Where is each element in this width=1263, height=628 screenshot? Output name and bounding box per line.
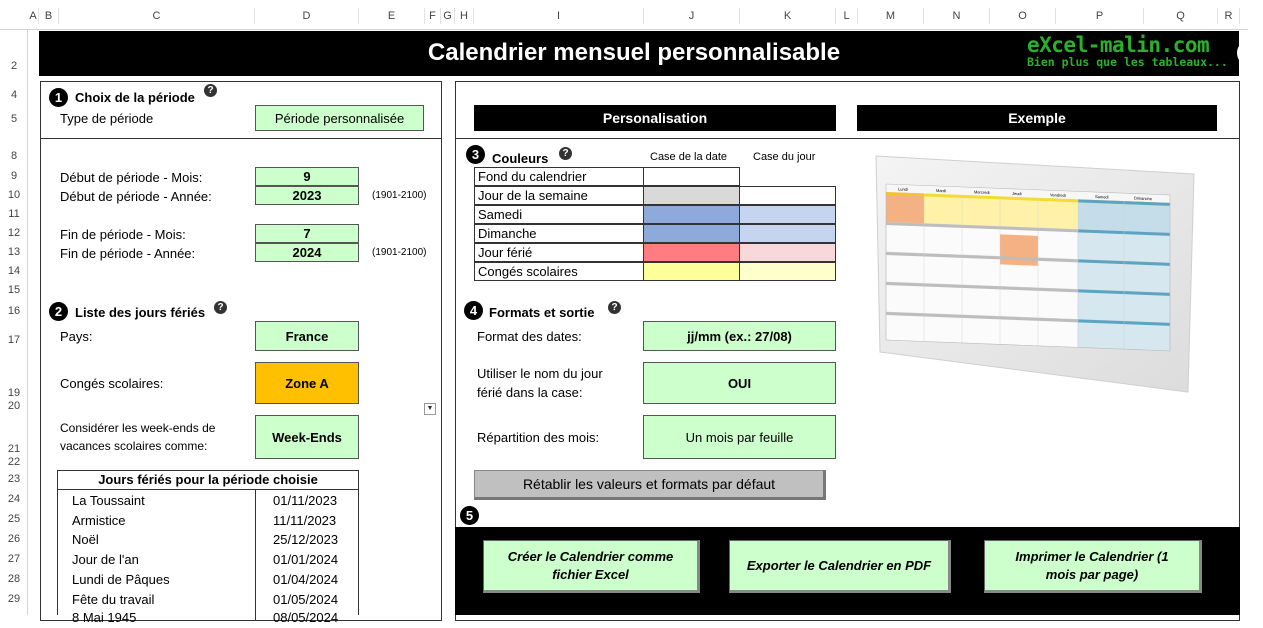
day-color-swatch[interactable] (739, 262, 836, 281)
col-header[interactable]: I (474, 8, 644, 24)
row-header[interactable]: 16 (7, 305, 21, 317)
row-header[interactable]: 2 (10, 60, 18, 72)
day-color-swatch[interactable] (739, 224, 836, 243)
date-format-label: Format des dates: (477, 329, 582, 344)
holiday-date: 25/12/2023 (273, 532, 339, 547)
end-year-label: Fin de période - Année: (60, 246, 196, 261)
col-header[interactable]: O (990, 8, 1056, 24)
date-format-select[interactable]: jj/mm (ex.: 27/08) (643, 321, 836, 351)
holiday-name: Armistice (72, 513, 126, 528)
table-row (58, 608, 358, 628)
row-header[interactable]: 29 (7, 593, 21, 605)
section-number: 4 (464, 301, 483, 320)
row-header[interactable]: 4 (10, 89, 18, 101)
row-header[interactable]: 9 (10, 170, 18, 182)
col-header[interactable]: L (836, 8, 858, 24)
date-color-swatch[interactable] (643, 262, 740, 281)
row-header[interactable]: 13 (7, 246, 21, 258)
section-title: Couleurs (492, 151, 549, 166)
holiday-date: 08/05/2024 (273, 610, 339, 625)
day-color-swatch[interactable] (739, 186, 836, 205)
row-header[interactable]: 12 (7, 227, 21, 239)
section-title: Liste des jours fériés (75, 305, 206, 320)
day-name: Mercredi (974, 189, 990, 195)
col-header[interactable]: G (441, 8, 455, 24)
holiday-date: 01/05/2024 (273, 592, 339, 607)
example-header: Exemple (857, 105, 1217, 131)
color-row-label: Congés scolaires (474, 262, 644, 281)
country-select[interactable]: France (255, 321, 359, 351)
page-title: Calendrier mensuel personnalisable (427, 39, 841, 66)
divider (455, 138, 1240, 139)
brand-tagline: Bien plus que les tableaux... (1027, 55, 1228, 69)
col-header[interactable]: D (255, 8, 359, 24)
start-year-label: Début de période - Année: (60, 189, 212, 204)
color-row-label: Dimanche (474, 224, 644, 243)
table-row (58, 590, 358, 610)
dropdown-arrow-icon[interactable]: ▼ (424, 403, 436, 415)
row-header[interactable]: 25 (7, 513, 21, 525)
day-name: Mardi (936, 187, 947, 194)
weekend-select[interactable]: Week-Ends (255, 415, 359, 459)
holidays-table-title: Jours fériés pour la période choisie (58, 471, 358, 490)
period-type-select[interactable]: Période personnalisée (255, 105, 424, 131)
year-range-hint: (1901-2100) (372, 190, 427, 201)
table-row (58, 550, 358, 570)
weekend-label: vacances scolaires comme: (60, 439, 208, 453)
col-header[interactable]: A (28, 8, 39, 24)
day-color-swatch[interactable] (739, 205, 836, 224)
reset-defaults-button[interactable]: Rétablir les valeurs et formats par défaut (474, 470, 826, 500)
split-label: Répartition des mois: (477, 430, 600, 445)
row-header[interactable]: 17 (7, 334, 21, 346)
school-zone-select[interactable]: Zone A (255, 362, 359, 404)
holiday-name-label: férié dans la case: (477, 385, 583, 400)
table-row (58, 511, 358, 531)
row-header[interactable]: 28 (7, 573, 21, 585)
col-header[interactable]: B (39, 8, 59, 24)
section-title: Formats et sortie (489, 305, 595, 320)
color-row-label: Samedi (474, 205, 644, 224)
country-label: Pays: (60, 329, 93, 344)
brand-logo[interactable]: eXcel-malin.com (1027, 33, 1210, 57)
end-year-input[interactable]: 2024 (255, 243, 359, 262)
school-holidays-label: Congés scolaires: (60, 376, 164, 391)
holiday-date: 01/01/2024 (273, 552, 339, 567)
row-header[interactable]: 23 (7, 473, 21, 485)
table-row (58, 530, 358, 550)
day-name: Lundi (898, 186, 908, 192)
column-headers (0, 0, 1248, 30)
row-header[interactable]: 27 (7, 553, 21, 565)
col-header[interactable]: J (644, 8, 740, 24)
example-calendar-image (876, 156, 1196, 392)
help-icon[interactable]: ? (608, 301, 621, 314)
row-header[interactable]: 11 (8, 208, 20, 220)
date-color-swatch[interactable] (643, 243, 740, 262)
personalisation-header: Personalisation (474, 105, 836, 131)
col-header[interactable]: E (359, 8, 425, 24)
divider (40, 138, 442, 139)
day-name: Vendredi (1050, 192, 1066, 198)
holiday-date: 01/04/2024 (273, 572, 339, 587)
export-pdf-button[interactable]: Exporter le Calendrier en PDF (729, 540, 951, 593)
holiday-name: Lundi de Pâques (72, 572, 170, 587)
holiday-name: 8 Mai 1945 (72, 610, 137, 625)
col-header[interactable]: P (1056, 8, 1144, 24)
row-header[interactable]: 24 (7, 493, 21, 505)
holiday-name: La Toussaint (72, 493, 145, 508)
help-icon[interactable]: ? (204, 84, 217, 97)
end-month-input[interactable]: 7 (255, 224, 359, 243)
section-number: 5 (460, 506, 479, 525)
holiday-name: Fête du travail (72, 592, 155, 607)
color-row-label: Jour férié (474, 243, 644, 262)
create-excel-button[interactable]: Créer le Calendrier comme fichier Excel (483, 540, 700, 593)
holidays-table (57, 470, 359, 625)
row-headers (0, 30, 28, 615)
holiday-name: Jour de l'an (72, 552, 139, 567)
split-select[interactable]: Un mois par feuille (643, 415, 836, 459)
section-number: 3 (466, 145, 485, 164)
date-color-swatch[interactable] (643, 186, 740, 205)
row-header[interactable]: 10 (7, 189, 21, 201)
color-row-label: Jour de la semaine (474, 186, 644, 205)
section-title: Choix de la période (75, 90, 195, 105)
help-icon[interactable]: ? (214, 301, 227, 314)
day-name: Samedi (1095, 194, 1109, 200)
holiday-name: Noël (72, 532, 99, 547)
col-header[interactable]: C (59, 8, 255, 24)
col-header[interactable]: H (455, 8, 474, 24)
row-header[interactable]: 21 (7, 443, 21, 455)
column-header-day: Case du jour (753, 151, 816, 163)
date-color-swatch[interactable] (643, 205, 740, 224)
year-range-hint: (1901-2100) (372, 247, 427, 258)
calendar-preview-icon (876, 156, 1196, 392)
holiday-date: 11/11/2023 (273, 513, 337, 528)
date-color-swatch[interactable] (643, 224, 740, 243)
end-month-label: Fin de période - Mois: (60, 227, 186, 242)
column-header-date: Case de la date (650, 151, 728, 163)
period-type-label: Type de période (60, 111, 154, 126)
col-header[interactable]: M (858, 8, 924, 24)
row-header[interactable]: 19 (7, 387, 21, 399)
day-name: Jeudi (1012, 190, 1022, 197)
help-icon[interactable]: ? (559, 147, 572, 160)
col-header[interactable]: K (740, 8, 836, 24)
date-color-swatch[interactable] (643, 167, 740, 186)
color-row-label: Fond du calendrier (474, 167, 644, 186)
section-number: 1 (49, 88, 68, 107)
row-header[interactable]: 14 (7, 265, 21, 277)
row-header[interactable]: 26 (7, 533, 21, 545)
section-number: 2 (49, 302, 68, 321)
row-header[interactable]: 22 (7, 456, 21, 468)
table-row (58, 491, 358, 511)
table-row (58, 570, 358, 590)
col-header[interactable]: N (924, 8, 990, 24)
help-icon[interactable]: ? (1237, 40, 1263, 66)
start-month-input[interactable]: 9 (255, 167, 359, 186)
col-header[interactable]: Q (1144, 8, 1218, 24)
row-header[interactable]: 8 (10, 150, 18, 162)
row-header[interactable]: 5 (10, 113, 18, 125)
holiday-name-label: Utiliser le nom du jour (477, 366, 603, 381)
holiday-name-select[interactable]: OUI (643, 362, 836, 404)
title-banner (39, 31, 1255, 76)
day-name: Dimanche (1134, 195, 1153, 202)
row-header[interactable]: 20 (7, 400, 21, 412)
row-header[interactable]: 15 (7, 284, 21, 296)
col-header[interactable]: F (425, 8, 441, 24)
print-button[interactable]: Imprimer le Calendrier (1 mois par page) (984, 540, 1202, 593)
start-month-label: Début de période - Mois: (60, 170, 203, 185)
col-header[interactable]: R (1218, 8, 1240, 24)
holiday-date: 01/11/2023 (273, 493, 338, 508)
start-year-input[interactable]: 2023 (255, 186, 359, 205)
weekend-label: Considérer les week-ends de (60, 421, 216, 435)
day-color-swatch[interactable] (739, 243, 836, 262)
